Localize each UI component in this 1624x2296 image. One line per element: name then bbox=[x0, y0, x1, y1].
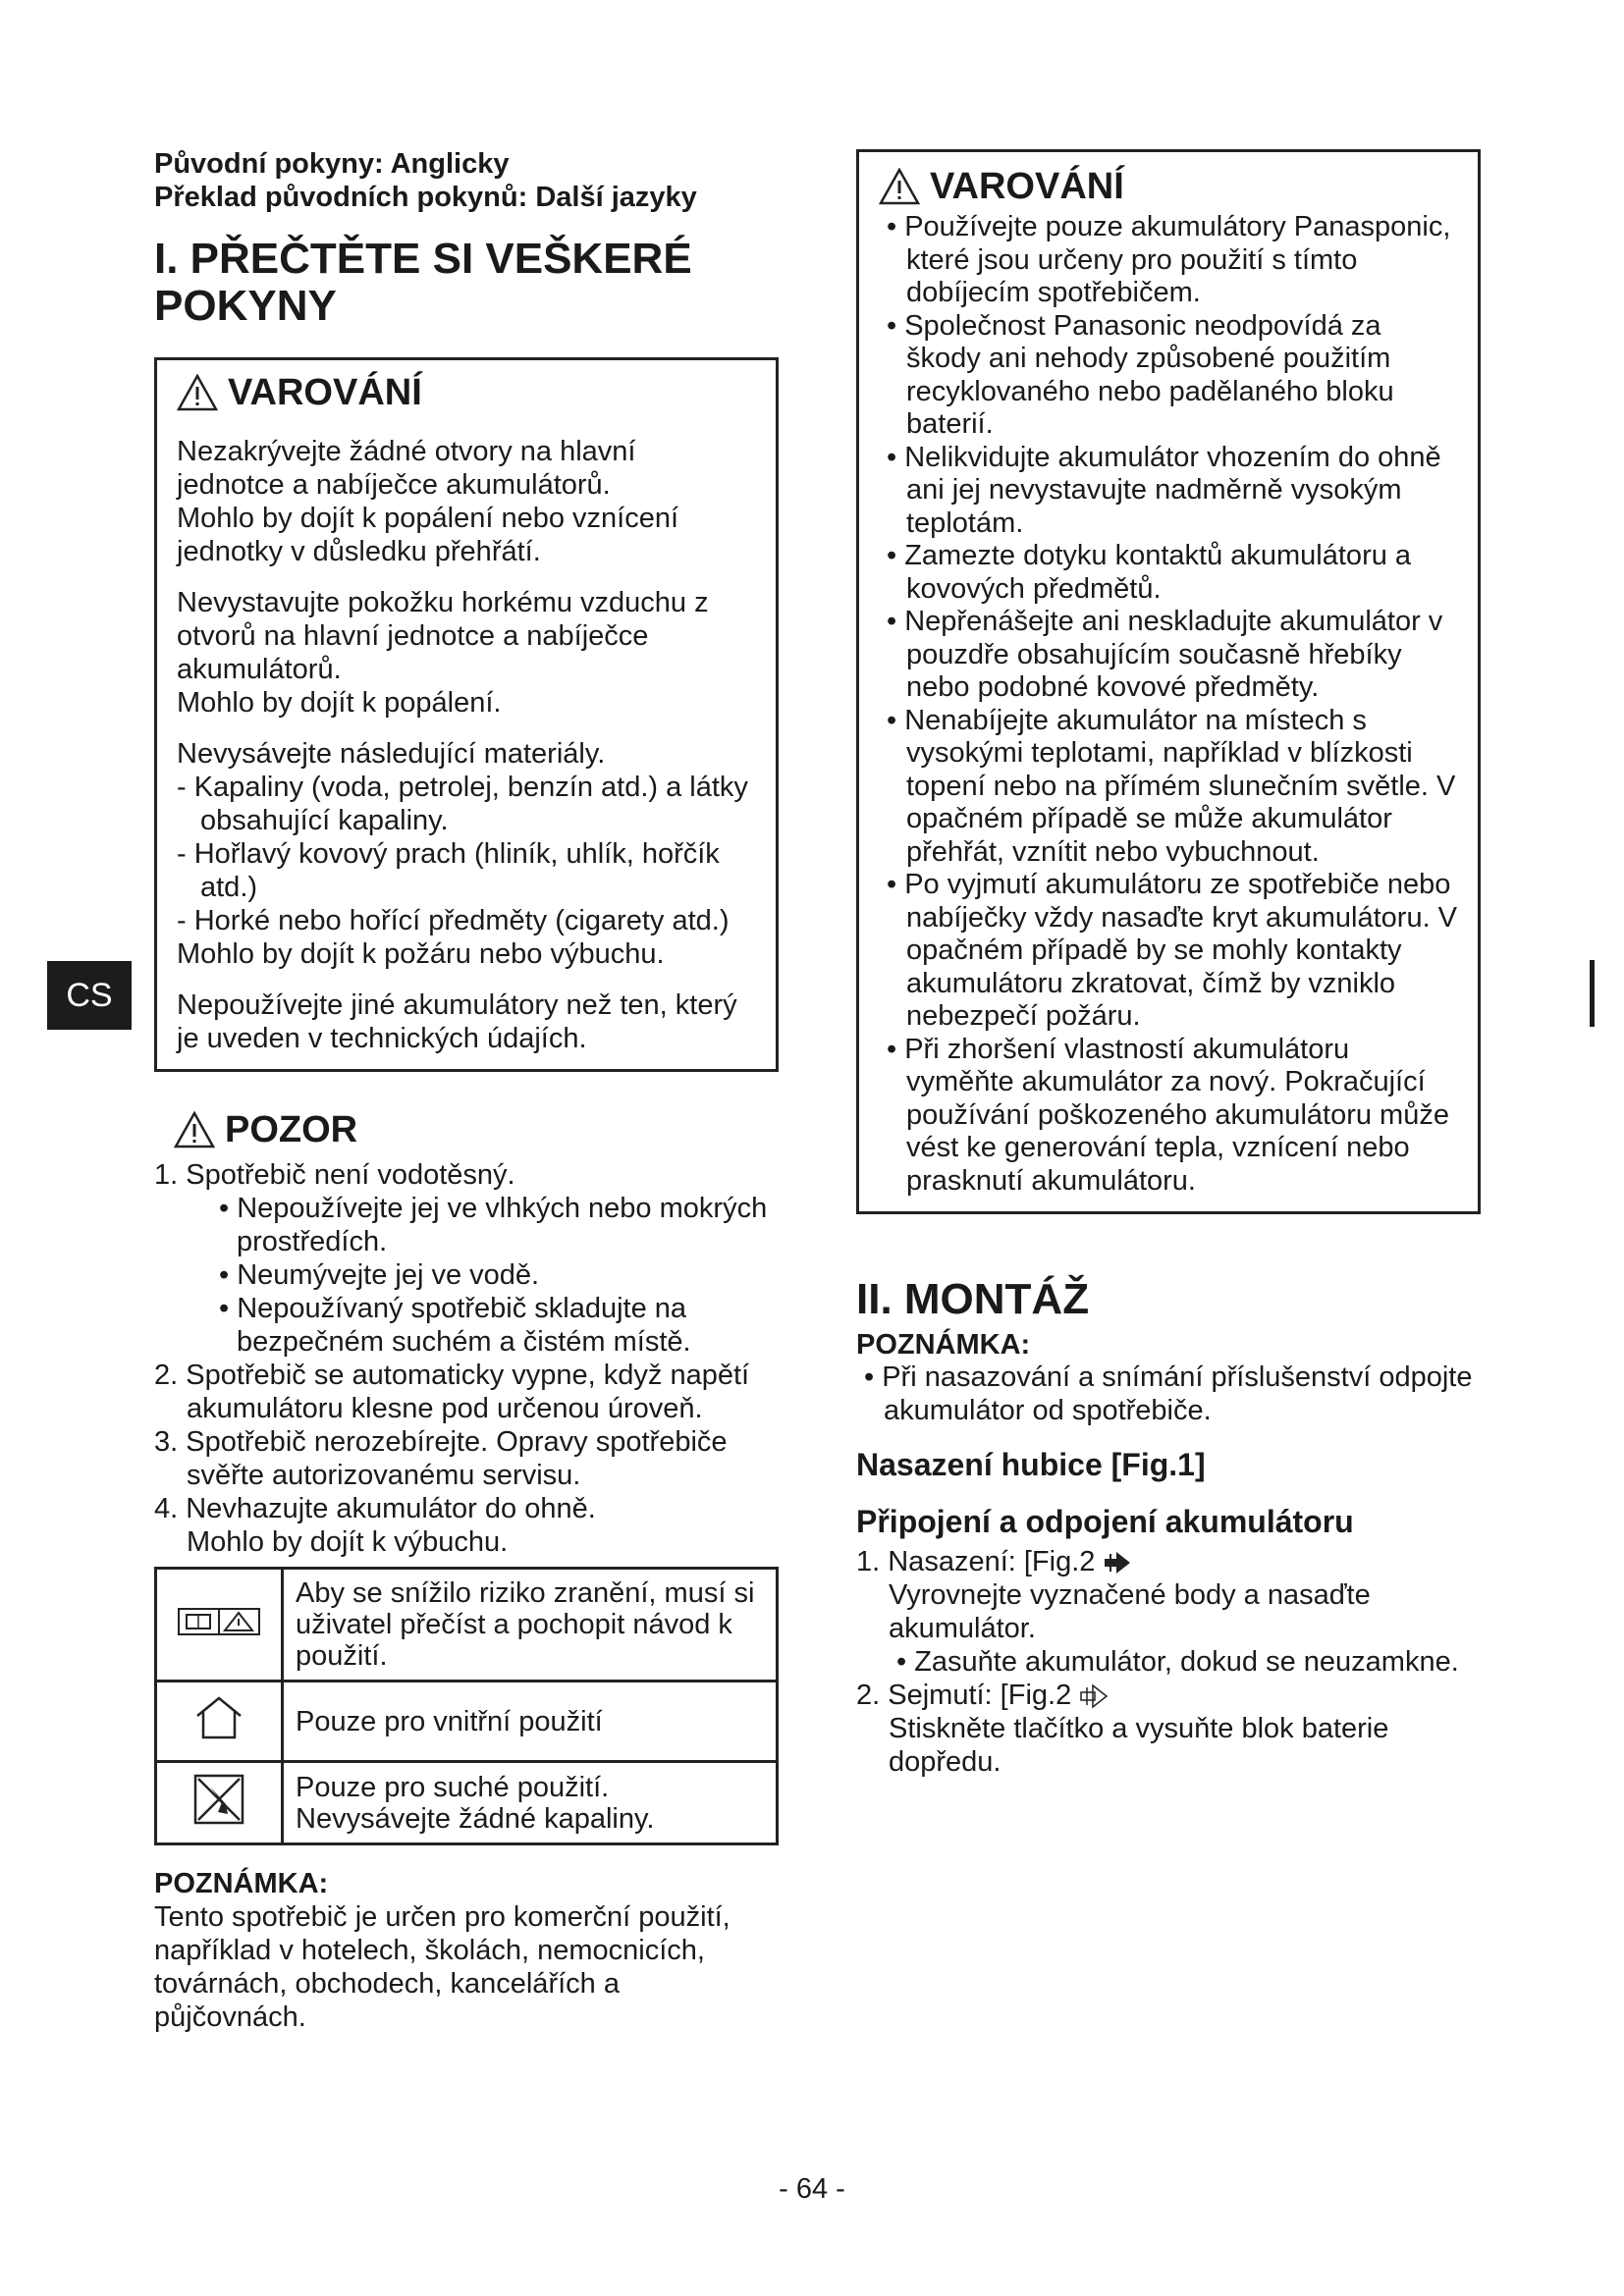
caution-item-2: 2. Spotřebič se automaticky vypne, když napětí akumulátoru klesne pod určenou úroveň. bbox=[154, 1360, 750, 1424]
step1-text: Vyrovnejte vyznačené body a nasaďte akumulátor. bbox=[889, 1579, 1371, 1644]
text-line: půjčovnách. bbox=[154, 2002, 306, 2033]
page-number: - 64 - bbox=[779, 2173, 845, 2205]
text-line: Nevystavujte pokožku horkému vzduchu z bbox=[177, 587, 709, 618]
text-line: Mohlo by dojít k popálení. bbox=[177, 687, 502, 719]
caution-item-3: 3. Spotřebič nerozebírejte. Opravy spotřebiče svěřte autorizovanému servisu. bbox=[154, 1426, 728, 1491]
list-item: • Nepřenášejte ani neskladujte akumulátor v pouzdře obsahujícím současně hřebíky nebo podobné kovové předměty. bbox=[887, 606, 1443, 703]
table-row bbox=[156, 1682, 778, 1762]
caution-sublist bbox=[187, 1192, 779, 1359]
caution-title: POZOR bbox=[225, 1109, 358, 1150]
warning-left-para2 bbox=[177, 586, 756, 720]
nozzle-heading: Nasazení hubice [Fig.1] bbox=[856, 1447, 1206, 1482]
warning-box-right bbox=[856, 149, 1481, 1214]
list-item: • Při nasazování a snímání příslušenství odpojte akumulátor od spotřebiče. bbox=[864, 1362, 1473, 1426]
warning-left-para4 bbox=[177, 988, 756, 1055]
language-tab-label: CS bbox=[66, 976, 113, 1014]
caution-item-4 bbox=[154, 1492, 779, 1559]
symbol-text: Aby se snížilo riziko zranění, musí si uživatel přečíst a pochopit návod k použití. bbox=[283, 1569, 778, 1682]
left-column bbox=[154, 147, 779, 2034]
warning-left-para1 bbox=[177, 435, 756, 568]
symbol-cell bbox=[156, 1682, 283, 1762]
list-item: • Při zhoršení vlastností akumulátoru vyměňte akumulátor za nový. Pokračující používání poškozeného akumulátoru může vést ke generování tepla, vznícení nebo prasknutí akumulátoru. bbox=[887, 1033, 1449, 1197]
warning-right-list bbox=[879, 211, 1458, 1198]
symbol-text bbox=[283, 1762, 778, 1844]
dash-item: - Kapaliny (voda, petrolej, benzín atd.) a látky obsahující kapaliny. bbox=[177, 772, 748, 836]
text-line: jednotce a nabíječce akumulátorů. bbox=[177, 469, 611, 501]
step2-text: Stiskněte tlačítko a vysuňte blok baterie dopředu. bbox=[889, 1713, 1389, 1778]
warning-title-left: VAROVÁNÍ bbox=[228, 372, 422, 413]
text-line: Nezakrývejte žádné otvory na hlavní bbox=[177, 436, 636, 467]
text-line: Nevysávejte žádné kapaliny. bbox=[296, 1802, 655, 1835]
list-item: • Neumývejte jej ve vodě. bbox=[219, 1259, 540, 1291]
symbol-table bbox=[154, 1567, 779, 1845]
warning-triangle-icon bbox=[879, 168, 920, 205]
list-item: • Zasuňte akumulátor, dokud se neuzamkne. bbox=[896, 1646, 1459, 1678]
battery-steps bbox=[856, 1545, 1481, 1779]
text-line: je uveden v technických údajích. bbox=[177, 1023, 587, 1054]
note-list-right bbox=[856, 1362, 1481, 1427]
text-line: otvorů na hlavní jednotce a nabíječce bbox=[177, 620, 649, 652]
warning-box-left bbox=[154, 357, 779, 1072]
caution-list bbox=[154, 1158, 779, 1559]
caution-triangle-icon bbox=[174, 1111, 215, 1148]
language-tab bbox=[47, 961, 132, 1030]
text-line: akumulátorů. bbox=[177, 654, 342, 685]
symbol-text: Pouze pro vnitřní použití bbox=[283, 1682, 778, 1762]
note-title-left: POZNÁMKA: bbox=[154, 1868, 329, 1899]
list-item: • Společnost Panasonic neodpovídá za škody ani nehody způsobené použitím recyklovaného nebo padělaného bloku baterií. bbox=[887, 309, 1394, 440]
caution-heading bbox=[154, 1105, 779, 1154]
warning-triangle-icon bbox=[177, 374, 218, 411]
arrow-attach-icon bbox=[1103, 1550, 1132, 1575]
list-item: • Nenabíjejte akumulátor na místech s vysokými teplotami, například v blízkosti topení nebo na přímém slunečním světle. V opačném případě se může akumulátor přehřát, vznítit nebo vybuchnout. bbox=[887, 704, 1456, 868]
section1-title-line2: POKYNY bbox=[154, 282, 337, 330]
text-line: Nevysávejte následující materiály. bbox=[177, 738, 606, 770]
text-line: Tento spotřebič je určen pro komerční použití, bbox=[154, 1901, 731, 1933]
list-item: • Po vyjmutí akumulátoru ze spotřebiče nebo nabíječky vždy nasaďte kryt akumulátoru. V opačném případě by se mohly kontakty akumulátoru zkratovat, čímž by vzniklo nebezpečí požáru. bbox=[887, 869, 1458, 1032]
section1-title-line1: I. PŘEČTĚTE SI VEŠKERÉ bbox=[154, 235, 692, 283]
list-item bbox=[154, 1158, 779, 1359]
list-item: • Nepoužívejte jej ve vlhkých nebo mokrých prostředích. bbox=[219, 1193, 768, 1257]
table-row bbox=[156, 1762, 778, 1844]
step1-sublist bbox=[889, 1645, 1481, 1679]
list-item: • Nelikvidujte akumulátor vhozením do ohně ani jej nevystavujte nadměrně vysokým teplotám. bbox=[887, 441, 1441, 539]
dash-item: - Hořlavý kovový prach (hliník, uhlík, hořčík atd.) bbox=[177, 838, 720, 903]
symbol-cell bbox=[156, 1569, 283, 1682]
table-row bbox=[156, 1569, 778, 1682]
list-item bbox=[856, 1545, 1481, 1679]
battery-heading: Připojení a odpojení akumulátoru bbox=[856, 1504, 1354, 1539]
note-title-right: POZNÁMKA: bbox=[856, 1329, 1031, 1361]
text-line: Mohlo by dojít k popálení nebo vznícení bbox=[177, 503, 679, 534]
text-line: Mohlo by dojít k požáru nebo výbuchu. bbox=[177, 938, 665, 970]
dash-item: - Horké nebo hořící předměty (cigarety atd.) bbox=[177, 905, 730, 936]
warning-left-para3 bbox=[177, 737, 756, 971]
original-language: Původní pokyny: Anglicky bbox=[154, 148, 510, 180]
text-line: továrnách, obchodech, kancelářích a bbox=[154, 1968, 620, 2000]
translation-note: Překlad původních pokynů: Další jazyky bbox=[154, 182, 697, 213]
step1-label: 1. Nasazení: [Fig.2 bbox=[856, 1546, 1096, 1577]
caution-item-4-cont: Mohlo by dojít k výbuchu. bbox=[187, 1526, 509, 1558]
text-line: Nepoužívejte jiné akumulátory než ten, který bbox=[177, 989, 737, 1021]
section2-title: II. MONTÁŽ bbox=[856, 1275, 1090, 1323]
list-item bbox=[856, 1679, 1481, 1779]
text-line: Pouze pro suché použití. bbox=[296, 1771, 610, 1803]
read-manual-icon bbox=[177, 1607, 261, 1636]
warning-heading-left bbox=[177, 368, 756, 417]
step2-label: 2. Sejmutí: [Fig.2 bbox=[856, 1680, 1072, 1711]
text-line: například v hotelech, školách, nemocnicích, bbox=[154, 1935, 705, 1966]
list-item: • Zamezte dotyku kontaktů akumulátoru a kovových předmětů. bbox=[887, 540, 1412, 605]
list-item: • Nepoužívaný spotřebič skladujte na bezpečném suchém a čistém místě. bbox=[219, 1293, 691, 1358]
caution-item-1: 1. Spotřebič není vodotěsný. bbox=[154, 1159, 515, 1191]
caution-item-4-text: 4. Nevhazujte akumulátor do ohně. bbox=[154, 1493, 596, 1524]
section1-title bbox=[154, 236, 779, 330]
symbol-cell bbox=[156, 1762, 283, 1844]
page-edge-marker bbox=[1590, 960, 1595, 1027]
text-line: jednotky v důsledku přehřátí. bbox=[177, 536, 541, 567]
arrow-remove-icon bbox=[1079, 1683, 1109, 1709]
indoor-house-icon bbox=[191, 1694, 246, 1741]
note-text-left bbox=[154, 1900, 779, 2034]
dry-use-only-icon bbox=[192, 1773, 245, 1826]
list-item: • Používejte pouze akumulátory Panasponic, které jsou určeny pro použití s tímto dobíjecím spotřebičem. bbox=[887, 211, 1451, 308]
warning-heading-right bbox=[879, 162, 1458, 211]
warning-title-right: VAROVÁNÍ bbox=[930, 166, 1124, 207]
right-column bbox=[856, 149, 1481, 1779]
